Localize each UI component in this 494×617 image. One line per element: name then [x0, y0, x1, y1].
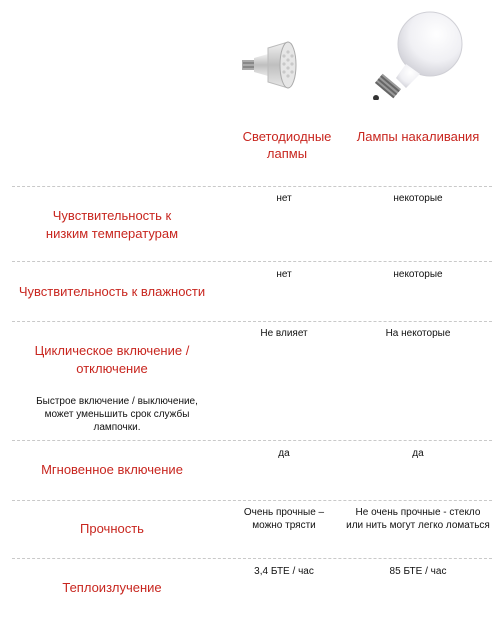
row-label-cold-sensitivity: Чувствительность к низким температурам [45, 208, 179, 241]
row-label-durability: Прочность [80, 521, 144, 536]
column-header-incandescent: Лампы накаливания [356, 129, 480, 144]
row-separator [12, 558, 492, 559]
incandescent-bulb-image [370, 8, 470, 100]
cell-led-humidity: нет [276, 269, 292, 280]
row-label-cycling: Циклическое включение / отключение [34, 343, 190, 376]
cell-led-cold: нет [276, 193, 292, 204]
cell-incandescent-humidity: некоторые [393, 269, 443, 280]
row-label-heat-emission: Теплоизлучение [62, 580, 162, 595]
cell-led-durability: Очень прочные – можно трясти [243, 507, 325, 531]
cell-incandescent-cycling: На некоторые [385, 328, 451, 339]
led-bulb-image [238, 40, 308, 90]
cell-led-heat: 3,4 БТЕ / час [254, 566, 314, 577]
cell-incandescent-instant-on: да [412, 448, 424, 459]
row-separator [12, 261, 492, 262]
cell-incandescent-heat: 85 БТЕ / час [389, 566, 447, 577]
row-separator [12, 500, 492, 501]
cell-incandescent-durability: Не очень прочные - стекло или нить могут легко ломаться [346, 507, 490, 531]
row-label-instant-on: Мгновенное включение [41, 462, 183, 477]
cell-led-cycling: Не влияет [260, 328, 308, 339]
cell-led-instant-on: да [278, 448, 290, 459]
row-note-cycling: Быстрое включение / выключение, может уменьшить срок службы лампочки. [36, 396, 198, 433]
cell-incandescent-cold: некоторые [393, 193, 443, 204]
row-label-humidity-sensitivity: Чувствительность к влажности [18, 284, 206, 299]
row-separator [12, 186, 492, 187]
row-separator [12, 321, 492, 322]
column-header-led: Светодиодные лапмы [242, 129, 332, 161]
row-separator [12, 440, 492, 441]
